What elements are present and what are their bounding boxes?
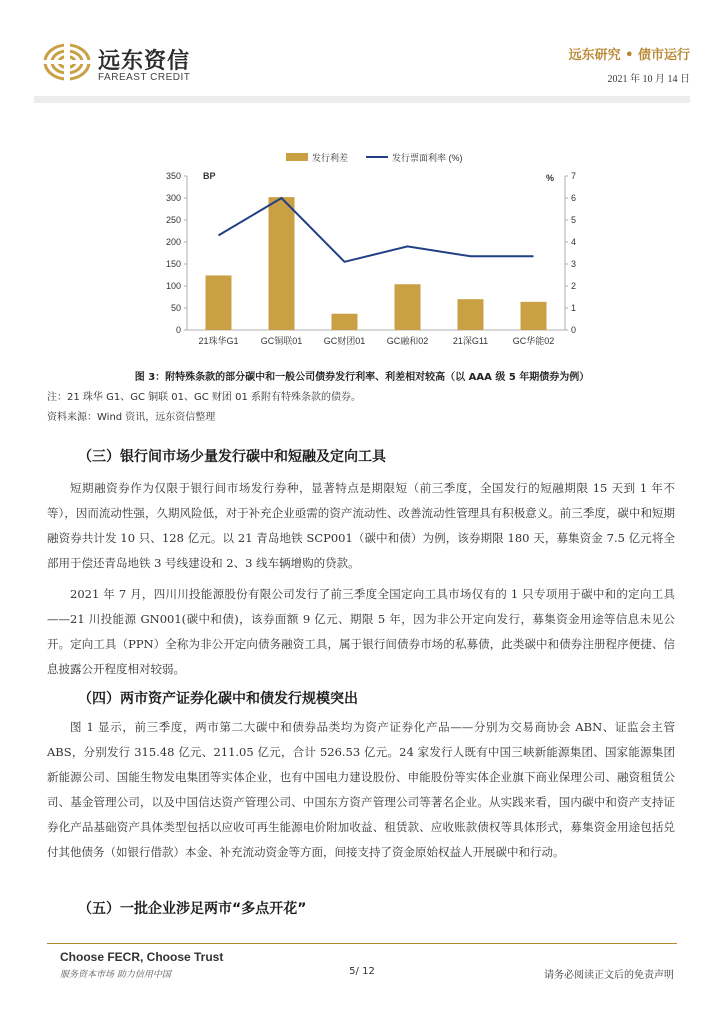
section-heading-5: （五）一批企业涉足两市“多点开花” <box>78 901 307 917</box>
brand-name: 远东资信 <box>98 49 191 74</box>
left-tick-label: 250 <box>165 215 181 225</box>
section-4-body <box>47 715 675 865</box>
bar-GC华能02 <box>521 302 547 330</box>
paragraph: 图 1 显示，前三季度，两市第二大碳中和债券品类均为资产证券化产品——分别为交易商协会 ABN、证监会主管 ABS，分别发行 315.48 亿元、211.05 亿元，合计 526.53 亿元。24 家发行人既有中国三峡新能源集团、国家能源集团新能源公司、国能生物发电集团等实体企业，也有中国电力建设股份、申能股份等实体企业旗下商业保理公司、融资租赁公司、基金管理公司，以及中国信达资产管理公司、中国东方资产管理公司等著名企业。从实践来看，国内碳中和资产支持证券化产品基础资产具体类型包括以应收可再生能源电价附加收益、租赁款、应收账款债权等具体形式，募集资金用途包括兑付其他债务（如银行借款）本金、补充流动资金等方面，间接支持了资金原始权益人开展碳中和行动。 <box>47 720 675 859</box>
x-tick-label: GC财团01 <box>323 336 366 346</box>
paragraph: 短期融资券作为仅限于银行间市场发行券种，显著特点是期限短（前三季度，全国发行的短融期限 15 天到 1 年不等），因而流动性强，久期风险低，对于补充企业亟需的资产流动性、改善流动性管理具有积极意义。前三季度，碳中和短期融资券共计发 10 只、128 亿元。以 21 青岛地铁 SCP001（碳中和债）为例，该券期限 180 天，募集资金 7.5 亿元将全部用于偿还青岛地铁 3 号线建设和 2、3 线车辆增购的贷款。 <box>47 481 675 570</box>
right-tick-label: 1 <box>571 303 577 313</box>
left-axis-label: BP <box>203 171 216 181</box>
section-heading-3: （三）银行间市场少量发行碳中和短融及定向工具 <box>78 449 386 465</box>
spread-rate-chart <box>150 144 580 358</box>
disclaimer-link[interactable]: 请务必阅读正文后的免责声明 <box>544 970 674 981</box>
legend-bar-swatch <box>286 153 308 161</box>
figure-note: 注：21 珠华 G1、GC 铜联 01、GC 财团 01 系附有特殊条款的债券。 <box>47 392 361 403</box>
x-tick-label: 21珠华G1 <box>198 336 239 346</box>
bar-21珠华G1 <box>206 275 232 330</box>
fareast-logo-icon <box>42 42 92 82</box>
left-tick-label: 50 <box>170 303 181 313</box>
x-tick-label: GC华能02 <box>512 336 555 346</box>
right-tick-label: 7 <box>571 171 577 181</box>
rate-series-line <box>219 198 534 262</box>
right-tick-label: 3 <box>571 259 577 269</box>
legend-label-rate: 发行票面利率 (%) <box>392 153 463 163</box>
right-tick-label: 0 <box>571 325 577 335</box>
page-number: 5/ 12 <box>349 966 375 977</box>
left-tick-label: 200 <box>165 237 181 247</box>
brand-name-en: FAREAST CREDIT <box>98 72 191 83</box>
x-tick-label: GC铜联01 <box>260 336 303 346</box>
x-tick-label: 21深G11 <box>452 336 489 346</box>
left-tick-label: 100 <box>165 281 181 291</box>
report-date: 2021 年 10 月 14 日 <box>607 74 690 85</box>
bar-GC铜联01 <box>269 197 295 330</box>
chart-legend <box>286 152 463 163</box>
right-tick-label: 2 <box>571 281 577 291</box>
figure-caption: 图 3：附特殊条款的部分碳中和一般公司债券发行利率、利差相对较高（以 AAA 级 5 年期债券为例） <box>134 372 590 383</box>
right-tick-label: 4 <box>571 237 577 247</box>
left-tick-label: 0 <box>175 325 181 335</box>
report-category: 远东研究 • 债市运行 <box>568 48 690 63</box>
footer-divider <box>47 943 677 944</box>
x-tick-label: GC融和02 <box>386 336 429 346</box>
left-tick-label: 150 <box>165 259 181 269</box>
bar-GC财团01 <box>332 314 358 330</box>
footer-subtitle: 服务资本市场 助力信用中国 <box>60 970 171 980</box>
legend-label-spread: 发行利差 <box>312 153 349 163</box>
right-tick-label: 6 <box>571 193 577 203</box>
section-heading-4: （四）两市资产证券化碳中和债发行规模突出 <box>78 691 358 707</box>
header-divider <box>34 96 690 103</box>
right-axis-label: % <box>546 173 555 183</box>
paragraph: 2021 年 7 月，四川川投能源股份有限公司发行了前三季度全国定向工具市场仅有的 1 只专项用于碳中和的定向工具——21 川投能源 GN001(碳中和债)，该券面额 9 亿元、期限 5 年，因为非公开定向发行，募集资金用途等信息未见公开。定向工具（PPN）全称为非公开定向债务融资工具，属于银行间债券市场的私募债，此类碳中和债券注册程序便捷、信息披露公开程度相对较弱。 <box>47 587 675 676</box>
footer-slogan: Choose FECR, Choose Trust <box>60 950 224 964</box>
right-tick-label: 5 <box>571 215 577 225</box>
bar-21深G11 <box>458 299 484 330</box>
figure-source: 资料来源：Wind 资讯，远东资信整理 <box>47 412 216 423</box>
left-tick-label: 300 <box>165 193 181 203</box>
section-3-body <box>47 476 675 682</box>
left-tick-label: 350 <box>165 171 181 181</box>
bar-GC融和02 <box>395 284 421 330</box>
